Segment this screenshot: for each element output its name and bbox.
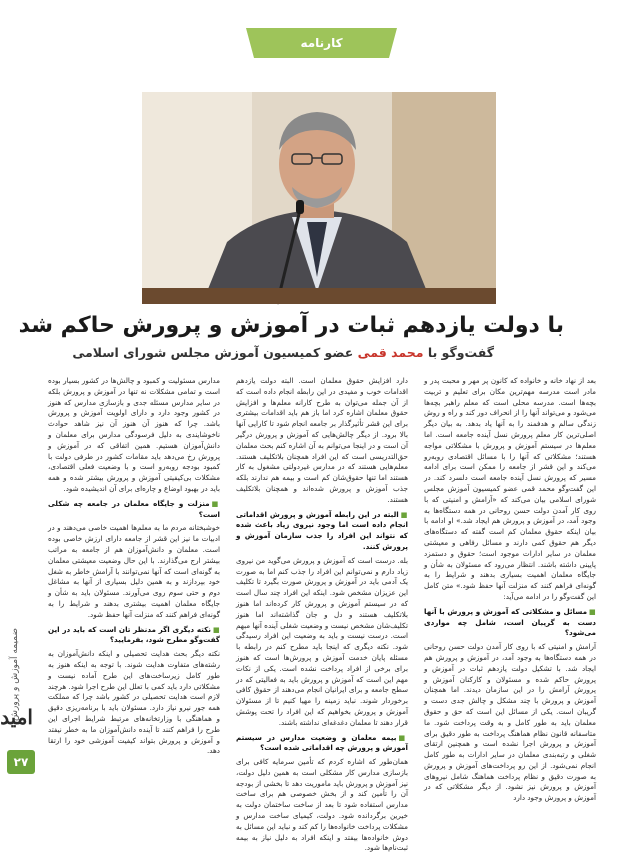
subtitle-suffix: عضو کمیسیون آموزش مجلس شورای اسلامی [72,345,358,360]
interview-question [48,499,220,521]
interview-question [236,733,408,755]
body-paragraph: همان‌طور که اشاره کردم که تأمین سرمایه کافی برای بازسازی مدارس کار مشکلی است به همین دلیل دولت، نیز آموزش و پرورش باید ماموریت دهد تا بخشی از بودجه آن را تأمین کند و از بخش خصوصی هم برای ساخت مدارس استفاده شود تا بعد از ساخت ساختمان دولت به خیرین برگردانده شود. دولت، کیمیای ساخت مدارس و مشکلات پرداخت خانواده‌ها را کم کند و نباید این مسائل به دوش خانواده‌ها بیفتد و اینکه افراد به دلیل نیاز به بیمه ثبت‌نام‌ها شود. [236,757,408,853]
question-text: البته در این رابطه آموزش و پرورش اقداماتی انجام داده است اما وجود نیروی زیاد باعث شده که نتواند این افراد را جذب سازمان آموزش و پرورش کنند. [236,509,408,551]
article-title: با دولت یازدهم ثبات در آموزش و پرورش حاکم شد [18,313,564,338]
bullet-icon: ■ [589,606,596,616]
magazine-logo: امید [0,705,33,729]
bullet-icon: ■ [213,624,220,634]
bullet-icon: ■ [211,498,220,508]
interview-question [236,510,408,553]
interview-photo [142,92,496,304]
body-paragraph: نکته دیگر بحث هدایت تحصیلی و اینکه دانش‌آموزان به رشته‌های متفاوت هدایت شوند. با توجه به اینکه هنوز به طور کامل زیرساخت‌های این طرح آماده نیست و مشکلاتی دارد باید کمی با تعلل این طرح اجرا شود. هرچند لازم است هدایت تحصیلی در کشور باشد چرا که مملکت همه جور نیرو نیاز دارد. مسئولان باید با برنامه‌ریزی دقیق و هماهنگی با وزارتخانه‌های مرتبط شرایط اجرای این طرح را فراهم کنند تا آینده دانش‌آموزان ما به خطر نیفتد و آموزش و پرورش بتواند کیفیت آموزشی خود را ارتقا دهد. [48,649,220,756]
question-text: نکته دیگری اگر مدنظر تان است که باید در این گفت‌وگو مطرح شود، بفرمایید؟ [48,624,220,645]
bullet-icon: ■ [398,732,409,742]
question-text: منزلت و جایگاه معلمان در جامعه چه شکلی است؟ [48,498,220,519]
interview-question [48,625,220,647]
body-paragraph: دارد افزایش حقوق معلمان است. البته دولت یازدهم اقدامات خوب و مفیدی در این رابطه انجام داده است که از آن جمله می‌توان به طرح کارانه معلم‌ها و افزایش حقوق معلمان اشاره کرد اما باز هم باید اقدامات بیشتری برای این قشر تأثیرگذار بر جامعه انجام شود تا کارایی آنها بالا برود. از دیگر چالش‌هایی که آموزش و پرورش درگیر آن است و در اینجا می‌توانم به آن اشاره کنم بحث معلمان حق‌التدریسی است که این افراد همچنان بلاتکلیف هستند. معلم‌هایی هستند که در مدارس غیردولتی مشغول به کار هستند اما تنها حقوق‌شان کم است و بیمه هم ندارند بلکه جذب آموزش و پرورش شده‌اند و همچنان بلاتکلیف هستند. [236,376,408,504]
interview-question [424,607,596,639]
body-paragraph: بعد از نهاد خانه و خانواده که کانون پر مهر و محبت پدر و مادر است مدرسه مهم‌ترین مکان برای تعلیم و تربیت بچه‌ها است. مدرسه محلی است که معلم راهبر بچه‌ها می‌شود و می‌تواند آنها را از انحراف دور کند و راه و روش زندگی سالم و هدفمند را به آنها یاد بدهد. به بیان دیگر اصلی‌ترین کار معلم پرورش نسل آینده جامعه است. اما معلم‌ها در سیستم آموزش و پرورش با مشکلاتی مواجه هستند؛ مشکلاتی که آنها را با مسائل اقتصادی روبه‌رو می‌کند و این قشر از جامعه را ممکن است برای ادامه مسیر که پرورش نسل آینده جامعه است دلسرد کند. در این گفت‌وگو محمد قمی عضو کمیسیون آموزش مجلس شورای اسلامی بیان می‌کند که «آرامش و امنیتی که با روی کار آمدن دولت حسن روحانی در همه دستگاه‌ها به وجود آمد، در آموزش و پرورش هم ایجاد شد.» او ادامه با بیان اینکه حقوق معلمان کم است گفته که دستگاه‌های دیگر هم حقوق کمی دارند و مسائل رفاهی و معیشتی معلمان در سایر ادارات موجود است؛ حقوق و دستمزد پایینی داشته باشند. انتظار می‌رود که مسئولان به شأن و جایگاه معلمان اهمیت بسیاری بدهند و شرایط را به گونه‌ای فراهم کنند که منزلت آنها حفظ شود.» متن کامل این گفت‌وگو را در ادامه می‌آید: [424,376,596,601]
page-number: ۲۷ [7,750,35,774]
question-text: بیمه معلمان و وضعیت مدارس در سیستم آموزش و پرورش چه اقداماتی شده است؟ [236,732,408,753]
body-paragraph: بله. درست است که آموزش و پرورش می‌گوید من نیروی زیاد دارم و نمی‌توانم این افراد را جذب کنم اما به صورت یک آدمی باید در آموزش و پرورش صورت بگیرد تا تکلیف این عزیزان مشخص شود. اینکه این افراد چند سال است که در سیستم آموزش و پرورش کار کرده‌اند اما هنوز بلاتکلیف هستند و دل و جان گذاشته‌اند اما هنوز تکلیف‌شان مشخص نیست و وضعیت شغلی آینده آنها مبهم است. درست نیست و باید به وضعیت این افراد رسیدگی شود. نکته دیگری که اینجا باید مطرح کنم در رابطه با مسئله پایان خدمت آموزش و پرورش‌ها است که هنوز برای برخی از افراد پرداخت نشده است. یکی از نکات مهم این است که آموزش و پرورش باید به فعالیتی که در سطح جامعه و برای ایرانیان انجام می‌دهند از حقوق کافی برخوردار شوند. نباید زمینه را مهیا کنیم تا از مسئولان آموزش و پرورش بخواهیم که این افراد را تحت پوشش قرار دهند تا معلمان دغدغه‌ای نداشته باشند. [236,555,408,727]
body-paragraph: مدارس مسئولیت و کمبود و چالش‌ها در کشور بسیار بوده است و تمامی مشکلات نه تنها در آموزش و پرورش بلکه در سایر مدارس مسئله جدی و بازسازی مدارس که هنوز در کشور وجود دارد و دارای اولویت آموزش و پرورش باشد. چرا که هنوز آن هنوز آن نیز شاهد حوادث ناخوشایندی به دلیل فرسودگی مدارس برای معلمان و دانش‌آموزان هستیم. همین اتفاقی که در آموزش و پرورش رخ می‌دهد باید مقامات کشور در طرفی دولت با کمبود بودجه روبه‌رو است و با وضعیت فعلی اقتصادی، مشکلات بی‌کیفیتی آموزش و پرورش بیشتر شده و همه باید در بهبود اوضاع و چاره‌ای برای آن اندیشیده شود. [48,376,220,493]
text-column-right [424,376,596,801]
body-paragraph: خوشبختانه مردم ما به معلم‌ها اهمیت خاصی می‌دهند و در ادبیات ما نیز این قشر از جامعه دارای ارزش خاصی بوده است. معلمان و دانش‌آموزان هم از جامعه به مراتب بیشتر ارج می‌گذارند. با این حال وضعیت معیشتی معلمان به گونه‌ای است که آنها نمی‌توانند با آرامش خاطر به شغل خود بپردازند و به همین دلیل بسیاری از آنها به مشاغل دوم و حتی سوم روی می‌آورند. مسئولان باید به شأن و جایگاه معلمان اهمیت بیشتری بدهند و شرایط را به گونه‌ای فراهم کنند که منزلت آنها حفظ شود. [48,523,220,619]
interviewee-name: محمد قمی [357,345,424,360]
bullet-icon: ■ [400,509,408,519]
section-tab [254,28,389,58]
body-paragraph: آرامش و امنیتی که با روی کار آمدن دولت حسن روحانی در همه دستگاه‌ها به وجود آمد، در آموزش و پرورش هم ایجاد شد. با تشکیل دولت یازدهم ثبات در آموزش و پرورش حاکم شده و مسئولان و کارکنان آموزش و پرورش آرامش را در این سازمان دیدند. اما همچنان آموزش و پرورش با چند مشکل و چالش جدی دست و گریبان است. یکی از مسائل این است که حق و حقوق معلمان باید به طور کامل و به وقت پرداخت شود. ما متاسفانه قانون نظام هماهنگ پرداخت به طور دقیق برای آموزش و پرورش اجرا نشده است و همچنین ارتقای شغلی و رتبه‌بندی معلمان در سایر ادارات به طور کامل انجام نمی‌شود. از این رو پرداخت‌های آموزش و پرورش به صورت دقیق و نظام پرداخت هماهنگ شامل نیروهای آموزش و پرورش نیز نشود. از دیگر مشکلاتی که در آموزش و پرورش وجود دارد [424,642,596,803]
text-column-middle [236,376,409,853]
question-text: مسائل و مشکلاتی که آموزش و پرورش با آنها دست به گریبان است، شامل چه مواردی می‌شود؟ [424,606,596,638]
magazine-side-label: ضمیمه آموزش و پرورش [10,628,20,722]
subtitle-prefix: گفت‌وگو با [423,345,494,360]
article-subtitle [72,345,494,360]
text-column-left [48,376,220,801]
section-label: کارنامه [300,36,343,50]
